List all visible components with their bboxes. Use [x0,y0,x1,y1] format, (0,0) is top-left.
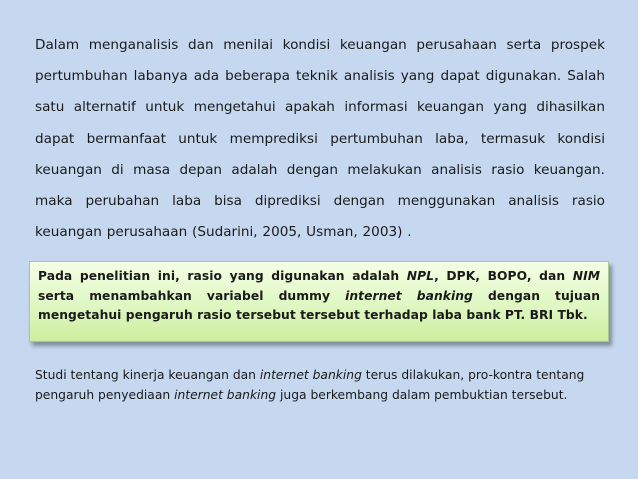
highlight-text-3: serta menambahkan variabel dummy [38,288,346,303]
bottom-text-1: Studi tentang kinerja keuangan dan [35,368,260,382]
bottom-text-2: terus dilakukan, pro-kontra tentang pengaruh penyediaan [35,368,585,402]
highlight-paragraph [38,267,600,326]
bottom-internet-banking-2: internet banking [174,387,277,402]
highlight-npl: NPL [406,269,435,283]
highlight-box [29,261,609,342]
main-paragraph: Dalam menganalisis dan menilai kondisi keuangan perusahaan serta prospek pertumbuhan labanya ada beberapa teknik analisis yang dapat digunakan. Salah satu alternatif untuk mengetahui apakah informasi keuangan yang dihasilkan dapat bermanfaat untuk memprediksi pertumbuhan laba, termasuk kondisi keuangan di masa depan adalah dengan melakukan analisis rasio keuangan. maka perubahan laba bisa diprediksi dengan menggunakan analisis rasio keuangan perusahaan (Sudarini, 2005, Usman, 2003) . [35,37,605,241]
highlight-end: . [583,308,588,323]
highlight-internet-banking: internet banking [345,288,473,303]
highlight-text-1: Pada penelitian ini, rasio yang digunakan adalah [38,269,407,283]
highlight-text-4: dengan tujuan mengetahui pengaruh rasio tersebut tersebut terhadap laba bank PT. BRI Tbk [38,288,600,323]
bottom-internet-banking-1: internet banking [259,368,362,382]
bottom-paragraph [35,366,605,405]
highlight-nim: NIM [572,269,600,283]
bottom-text-3: juga berkembang dalam pembuktian tersebut. [276,387,568,402]
highlight-text-2: , DPK, BOPO, dan [434,269,573,283]
